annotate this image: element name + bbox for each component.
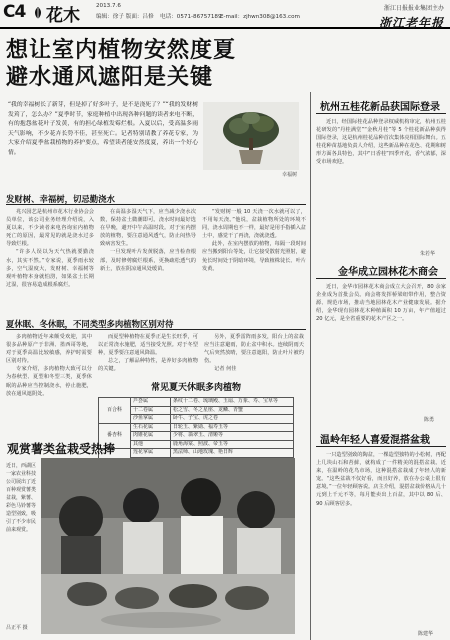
lead-paragraph: “我的幸福树长了新芽，但是掉了好多叶子，是不是浇死了？”“我的发财树发蔫了，怎么办？”夏季时节，家庭种植中出现各种问题的读者来电不断，有的抱怨盆花叶子发黄，有的担心绿植发霉烂根。入夏以后，受高温多雨天气影响，不少花卉长势不佳，甚至死亡。记者特别请教了养花专家，为大家介绍夏季盆栽植物的养护要点，希望读者能安然度夏，养出一个好心情。 [8,102,198,156]
picture-story-caption: 近日，西湖区一家农业科技公司展出了近百种观赏薯类盆栽，紫薯、彩色马铃薯等造型别致，吸引了不少市民前来观赏。 [6,463,37,533]
paragraph: 记者 何佳 [214,366,237,373]
body-column-1 [6,208,94,312]
body-column-2 [100,208,196,312]
publisher-line: 浙江日报报业集团主办 [383,5,444,12]
rule [6,329,306,330]
body-column-5 [98,333,198,375]
table-cell-plants: 黑法师、山地玫瑰、艳日辉 [171,449,294,458]
news-1-body [316,118,446,248]
news-2-title: 金华成立园林花木商会 [338,267,438,278]
table-row [99,423,294,432]
section-leaf-icon [33,5,43,19]
paragraph: 另外，夏季雷阵雨多发，阳台上的盆栽应当注意避雨，防止盆中积水。连续阴雨天气后突然放晴，要注意遮阳，防止叶片被灼伤。 [204,334,304,365]
section-code: C4 [3,2,26,22]
hotline: 电话：0571-86757189 [160,14,222,20]
paragraph: 此外，在室内摆放的植物，每隔一段时间应当搬到阳台等处，让它接受散射光照射，避免长时间处于阴暗环境，导致植株徒长、叶片发黄。 [202,241,306,272]
table-cell-plants: 少将、翡翠玉、清姬等 [171,432,294,441]
table-cell-family: 百合科 [99,398,131,424]
editor-line: 编辑：徐子 版面：吕修 [96,14,154,20]
table-cell-genus: 芦荟属 [131,398,171,407]
rule [6,204,306,205]
issue-date: 2013.7.6 [96,3,121,9]
paragraph: 兆兴园艺是杭州市花木行业协会会员单位，该公司业务经理介绍说，入夏以来，不少读者来电咨询室内植物死亡的原因，最常见的就是浇水过多导致烂根。 [6,209,94,248]
photo-caption: 幸福树 [282,172,298,178]
body-column-3 [202,208,306,312]
table-cell-plants: 卧牛、子宝、虎之卷 [171,415,294,424]
body-column-6 [204,333,304,375]
table-title: 常见夏天休眠多肉植物 [150,383,241,393]
section-name: 花木 [46,6,80,26]
table-row [99,449,294,458]
paragraph: “许多人误以为天气热就要勤浇水，其实不然。”专家说，夏季雨水较多，空气湿度大，发财树、幸福树等观叶植物本身就怕涝，如果盆土长期过湿，很容易造成根系腐烂。 [6,249,94,288]
headline-line-2: 避水通风遮阳是关键 [6,64,214,90]
subhead-2: 夏休眠、冬休眠，不同类型多肉植物区别对待 [6,319,174,329]
table-cell-plants: 条纹十二卷、琉璃殿、玉扇、万象、寿、宝草等 [171,398,294,407]
money-tree-photo [203,102,299,170]
rule [316,113,446,114]
table-cell-genus: 肉锥花属 [131,432,171,441]
news-1-title: 杭州五桂花新品获国际登录 [320,102,440,113]
table-cell-genus: 其他 [131,440,171,449]
news-3-byline: 陈建华 [418,631,434,637]
photographer-credit: 吕正平 摄 [6,625,28,631]
page-masthead [0,0,450,29]
rule [316,446,446,447]
picture-story-title: 观赏薯类盆栽受热捧 [7,442,116,456]
paragraph: 近日，金华市园林花木商会成立大会召开，80 余家企业成为首批会员。商会将发挥桥梁纽带作用，整合资源、规范市场，推动当地园林花木产业健康发展。据介绍，金华现有园林花木种植面积 10 万亩，年产值超过 20 亿元，是全省重要的花木产区之一。 [316,284,446,323]
rule [316,278,446,279]
body-column-4 [6,333,92,429]
sweet-potato-bonsai-photo [41,458,295,634]
table-cell-plants: 日轮玉、紫勋、福寿玉等 [171,423,294,432]
paper-name: 浙江老年报 [378,16,444,30]
paragraph: “发财树一般 10 天浇一次水就可以了，不用每天浇。”他说，盆栽植物所处的环境不同，浇水周期也不一样，最好是用手指插入盆土中，感觉干了再浇，浇就浇透。 [202,209,306,240]
paragraph: 一旦发现叶片发黄脱落，应当检查根部，及时修剪腐烂根系，更换疏松透气的新土，放在阴凉通风处缓苗。 [100,249,196,272]
table-cell-plants: 松之雪、冬之星座、龙鳞、青蟹 [171,406,294,415]
paragraph: 专家介绍，多肉植物大致可以分为春秋型、夏型和冬型三类，夏季休眠的品种应当控制浇水，停止施肥，放在通风遮阴处。 [6,366,92,397]
news-2-body [316,283,446,413]
paragraph: 近日，经国际桂花品种登录权威机构审定，杭州五桂花研发的“丹桂满堂”“金秋月桂”等 5 个桂花新品种获得国际登录，这是杭州桂花品种首次集体亮相国际舞台。五桂花种苗基地负责人介绍，这些新品种在花色、花期和树形方面各具特色，其中“日香桂”四季开花，香气浓郁，深受市场欢迎。 [316,119,446,166]
headline-line-1: 想让室内植物安然度夏 [6,37,237,63]
paragraph: 总之，了解品种特性，是养好多肉植物的关键。 [98,358,198,373]
table-row [99,398,294,407]
subhead-1: 发财树、幸福树，切忌勤浇水 [6,194,115,204]
paragraph: 在高温多湿天气下，应当减少浇水次数，保持盆土微潮即可。浇水时间最好选在早晚，避开中午高温时段。对于室内摆放的植物，要注意通风透气，防止闷热导致病害发生。 [100,209,196,248]
paragraph: 而夏型种植物在夏季正是生长旺季，可以正常浇水施肥，适当接受光照。对于冬型种，夏季要注意通风降温。 [98,334,198,357]
news-1-byline: 朱若华 [420,251,436,257]
email-address: E-mail：zjhwn308@163.com [220,14,300,20]
table-cell-genus: 生石花属 [131,423,171,432]
news-3-body [316,451,446,629]
table-cell-genus: 十二卷属 [131,406,171,415]
table-cell-genus: 莲花掌属 [131,449,171,458]
table-cell-family: 番杏科 [99,423,131,449]
paragraph: 多肉植物近年来颇受欢迎，其中很多品种原产于非洲、墨西哥等地，对于夏季高温比较敏感，养护时需要区别对待。 [6,334,92,365]
column-divider [310,92,311,640]
paper-name-block [379,3,444,31]
news-3-title: 温岭年轻人喜爱混搭盆栽 [320,435,430,446]
paragraph: 一只造型别致的陶盆，一棵造型独特的小松树，再配上几块山石和苔藓，就构成了一件精美的混搭盆栽。近来，在温岭的花鸟市场，这种混搭盆栽成了年轻人的新宠。“这些盆栽不仅好看，而且好养，放在办公桌上很有意境。”一位年轻顾客说。店主介绍，混搭盆栽价格从几十元到上千元不等，每月能卖出上百盆，其中以 80 后、90 后顾客居多。 [316,452,446,507]
table-cell-genus: 沙鱼掌属 [131,415,171,424]
table-cell-plants: 鹿角海棠、照波、帝玉等 [171,440,294,449]
news-2-byline: 陈勇 [424,417,435,423]
